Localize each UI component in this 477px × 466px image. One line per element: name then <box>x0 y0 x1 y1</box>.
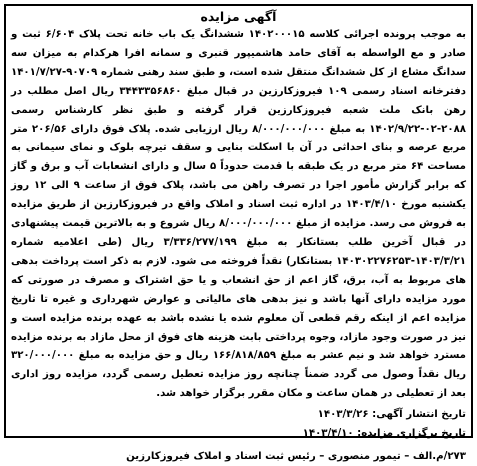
auction-date: تاریخ برگزاری مزایده: ۱۴۰۳/۴/۱۰ <box>302 428 466 440</box>
notice-dates <box>11 406 466 444</box>
auction-notice <box>4 4 473 462</box>
publish-date: تاریخ انتشار آگهی: ۱۴۰۳/۳/۲۶ <box>317 409 466 421</box>
notice-signature: ۲۷۳/م.الف – تیمور منصوری – رئیس ثبت اسناد و املاک فیروزکارزین <box>126 450 466 462</box>
notice-body-text: به موجب پرونده اجرائی کلاسه ۱۴۰۲۰۰۰۱۵ ششدانگ یک باب خانه تحت پلاک ۶/۶۰۴ ثبت و صادر و مع الواسطه به آقای حامد هاشمیپور قنبری و سمانه افرا هرکدام به میزان سه سدانگ مشاع از کل ششدانگ منتقل شده است، و طبق سند رهنی شماره ۹۰۷۰۹-۱۴۰۱/۷/۲۷ دفترخانه اسناد رسمی ۱۰۹ فیروزکارزین در قبال مبلغ ۳۴۴۳۳۵۶۸۶۰ ریال اصل مطلب در رهن بانک ملت شعبه فیروزکارزین قرار گرفته و طبق نظر کارشناس رسمی ۲۰۸۸-۰۲-۱۴۰۲/۹/۲۲ به مبلغ ۸/۰۰۰/۰۰۰/۰۰۰ ریال ارزیابی شده. پلاک فوق دارای ۲۰۶/۵۶ متر مربع عرصه و بنای احداثی در آن با اسکلت بنایی و سقف تیرچه بلوک و نمای سیمانی به مساحت ۶۴ متر مربع در یک طبقه با قدمت حدوداً ۵ سال و دارای انشعابات آب و برق و گاز که برابر گزارش مأمور اجرا در تصرف راهن می باشد، پلاک فوق از ساعت ۹ الی ۱۲ روز یکشنبه مورخ ۱۴۰۳/۴/۱۰ در اداره ثبت اسناد و املاک واقع در فیروزکارزین از طریق مزایده به فروش می رسد. مزایده از مبلغ ۸/۰۰۰/۰۰۰/۰۰۰ ریال شروع و به بالاترین قیمت پیشنهادی در قبال آخرین طلب بستانکار به مبلغ ۳/۳۳۶/۲۷۷/۱۹۹ ریال (طی اعلامیه شماره ۱۴۰۳/۳/۲۱-۱۴۰۳۰۲۲۷۶۲۵۳ بستانکار) نقداً فروخته می شود. لازم به ذکر است پرداخت بدهی های مربوط به آب، برق، گاز اعم از حق انشعاب و یا حق اشتراک و مصرف در صورتی که مورد مزایده دارای آنها باشد و نیز بدهی های مالیاتی و عوارض شهرداری و غیره تا تاریخ مزایده اعم از اینکه رقم قطعی آن معلوم شده یا نشده باشد به عهده برنده مزایده است و نیز در صورت وجود مازاد، وجوه پرداختی بابت هزینه های فوق از محل مازاد به برنده مزایده مسترد خواهد شد و نیم عشر به مبلغ ۱۶۶/۸۱۸/۸۵۹ ریال و حق مزایده به مبلغ ۳۲۰/۰۰۰/۰۰۰ ریال نقداً وصول می گردد ضمناً چنانچه روز مزایده تعطیل رسمی گردد، مزایده روز اداری بعد از تعطیلی در همان ساعت و مکان مقرر برگزار خواهد شد. <box>11 29 467 400</box>
notice-title: آگهی مزایده <box>200 9 277 24</box>
notice-body <box>11 26 466 404</box>
